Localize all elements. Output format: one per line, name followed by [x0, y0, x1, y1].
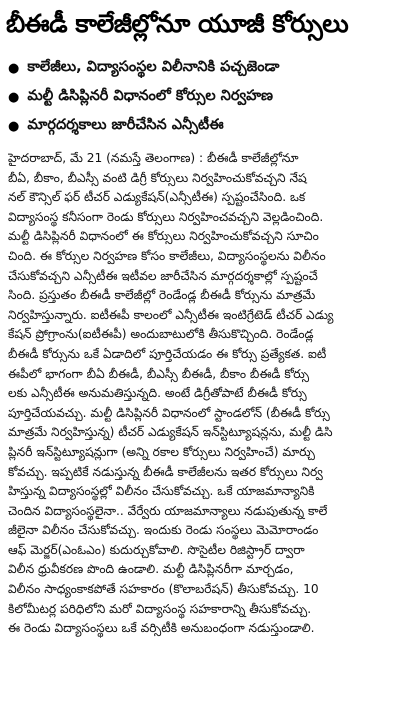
body-line: మాత్రమే నిర్వహిస్తున్న) టీచర్ ఎడ్యుకేషన్ ఇన్‌స్టిట్యూషన్లను, మల్టీ డిసి: [8, 425, 333, 440]
body-line: సింది. ప్రస్తుతం బీఈడీ కాలేజీల్లో రెండేండ్ల బీఈడీ కోర్సును మాత్రమే: [8, 288, 316, 303]
body-line: ప్లినరీ ఇన్‌స్టిట్యూషన్లుగా (అన్ని రకాల కోర్సులు నిర్వహించే) మార్చు: [8, 444, 315, 459]
body-line: ఆఫ్ మెర్జర్(ఎంఓఎం) కుదుర్చుకోవాలి. సొసైటీల రిజిస్ట్రార్ ద్వారా: [8, 542, 305, 557]
body-line: ఈ రెండు విద్యాసంస్థలు ఒకే వర్సిటీకి అనుబంధంగా నడుస్తుండాలి.: [8, 621, 315, 636]
bullet-icon: ●: [8, 119, 20, 134]
body-line: చింది. ఈ కోర్సుల నిర్వహణ కోసం కాలేజీలు, విద్యాసంస్థలను విలీనం: [8, 248, 326, 263]
body-line: విలీనం సాధ్యంకాకపోతే సహకారం (కొలాబరేషన్) తీసుకోవచ్చు. 10: [8, 582, 319, 597]
bullet-icon: ●: [8, 90, 20, 105]
body-line: హైదరాబాద్, మే 21 (నమస్తే తెలంగాణ) : బీఈడీ కాలేజీల్లోనూ: [8, 151, 299, 165]
body-line: లకు ఎన్సీటీఈ అనుమతిస్తున్నది. అంటే డిగ్రీతోపాటే బీఈడీ కోర్సు: [8, 386, 307, 401]
body-line: నిర్వహిస్తున్నారు. ఐటీఈపీ కాలంలో ఎన్సీటీఈ ఇంటిగ్రేటెడ్ టీచర్ ఎడ్యు: [8, 307, 334, 322]
body-line: ఈపీలో భాగంగా బీఏ బీఈడీ, బీఎస్సీ బీఈడీ, బీకాం బీఈడీ కోర్సు: [8, 366, 310, 381]
headline: బీఈడీ కాలేజీల్లోనూ యూజీ కోర్సులు: [6, 9, 349, 38]
bullet-icon: ●: [8, 61, 20, 76]
body-line: జీలైనా విలీనం చేసుకోవచ్చు. ఇందుకు రెండు సంస్థలు మెమోరాండం: [8, 523, 319, 538]
body-line: కోవచ్చు. ఇప్పటికే నడుస్తున్న బీఈడీ కాలేజీలను ఇతర కోర్సులు నిర్వ: [8, 464, 323, 479]
body-line: నల్ కౌన్సిల్ ఫర్ టీచర్ ఎడ్యుకేషన్(ఎన్సీటీఈ) స్పష్టంచేసింది. ఒక: [8, 190, 306, 205]
subheading-item: [8, 112, 394, 141]
body-line: చేసుకోవచ్చని ఎన్సీటీఈ ఇటీవల జారీచేసిన మార్గదర్శకాల్లో స్పష్టంచే: [8, 268, 318, 283]
body-line: పూర్తిచేయవచ్చు. మల్టీ డిసిప్లినరీ విధానంలో స్టాండలోన్ (బీఈడీ కోర్సు: [8, 405, 330, 420]
body-line: విలీన ధ్రువీకరణ పొంది ఉండాలి. మల్టీ డిసిప్లినరీగా మార్చడం,: [8, 562, 294, 577]
article-body: [8, 149, 394, 639]
body-line: బీఈడీ కోర్సును ఒకే ఏడాదిలో పూర్తిచేయడం ఈ కోర్సు ప్రత్యేకత. ఐటీ: [8, 346, 327, 361]
subheading-item: [8, 54, 394, 83]
body-line: మల్టీ డిసిప్లినరీ విధానంలో ఈ కోర్సులు నిర్వహించుకోవచ్చని సూచిం: [8, 229, 319, 244]
body-line: హిస్తున్న విద్యాసంస్థల్లో విలీనం చేసుకోవచ్చు. ఒకే యాజమాన్యానికి: [8, 484, 315, 499]
subheading-text: కాలేజీలు, విద్యాసంస్థల విలీనానికి పచ్చజెండా: [27, 58, 280, 75]
subheading-text: మల్టీ డిసిప్లినరీ విధానంలో కోర్సుల నిర్వహణ: [27, 87, 274, 104]
body-line: చెందిన విద్యాసంస్థలైనా.. వేర్వేరు యాజమాన్యాలు నడుపుతున్న కాలే: [8, 503, 328, 518]
body-line: బీఏ, బీకాం, బీఎస్సీ వంటి డిగ్రీ కోర్సులు నిర్వహించుకోవచ్చని నేష: [8, 170, 307, 185]
subheadings: [8, 54, 394, 141]
subheading-item: [8, 83, 394, 112]
subheading-text: మార్గదర్శకాలు జారీచేసిన ఎన్సీటీఈ: [27, 116, 224, 133]
body-line: విద్యాసంస్థ కనీసంగా రెండు కోర్సులు నిర్వహించవచ్చని వెల్లడించింది.: [8, 209, 324, 224]
body-line: కేషన్ ప్రోగ్రాంను(ఐటీఈపీ) అందుబాటులోకి తీసుకొచ్చింది. రెండేండ్ల: [8, 327, 314, 342]
body-line: కిలోమీటర్ల పరిధిలోని మరో విద్యాసంస్థ సహకారాన్ని తీసుకోవచ్చు.: [8, 601, 312, 616]
